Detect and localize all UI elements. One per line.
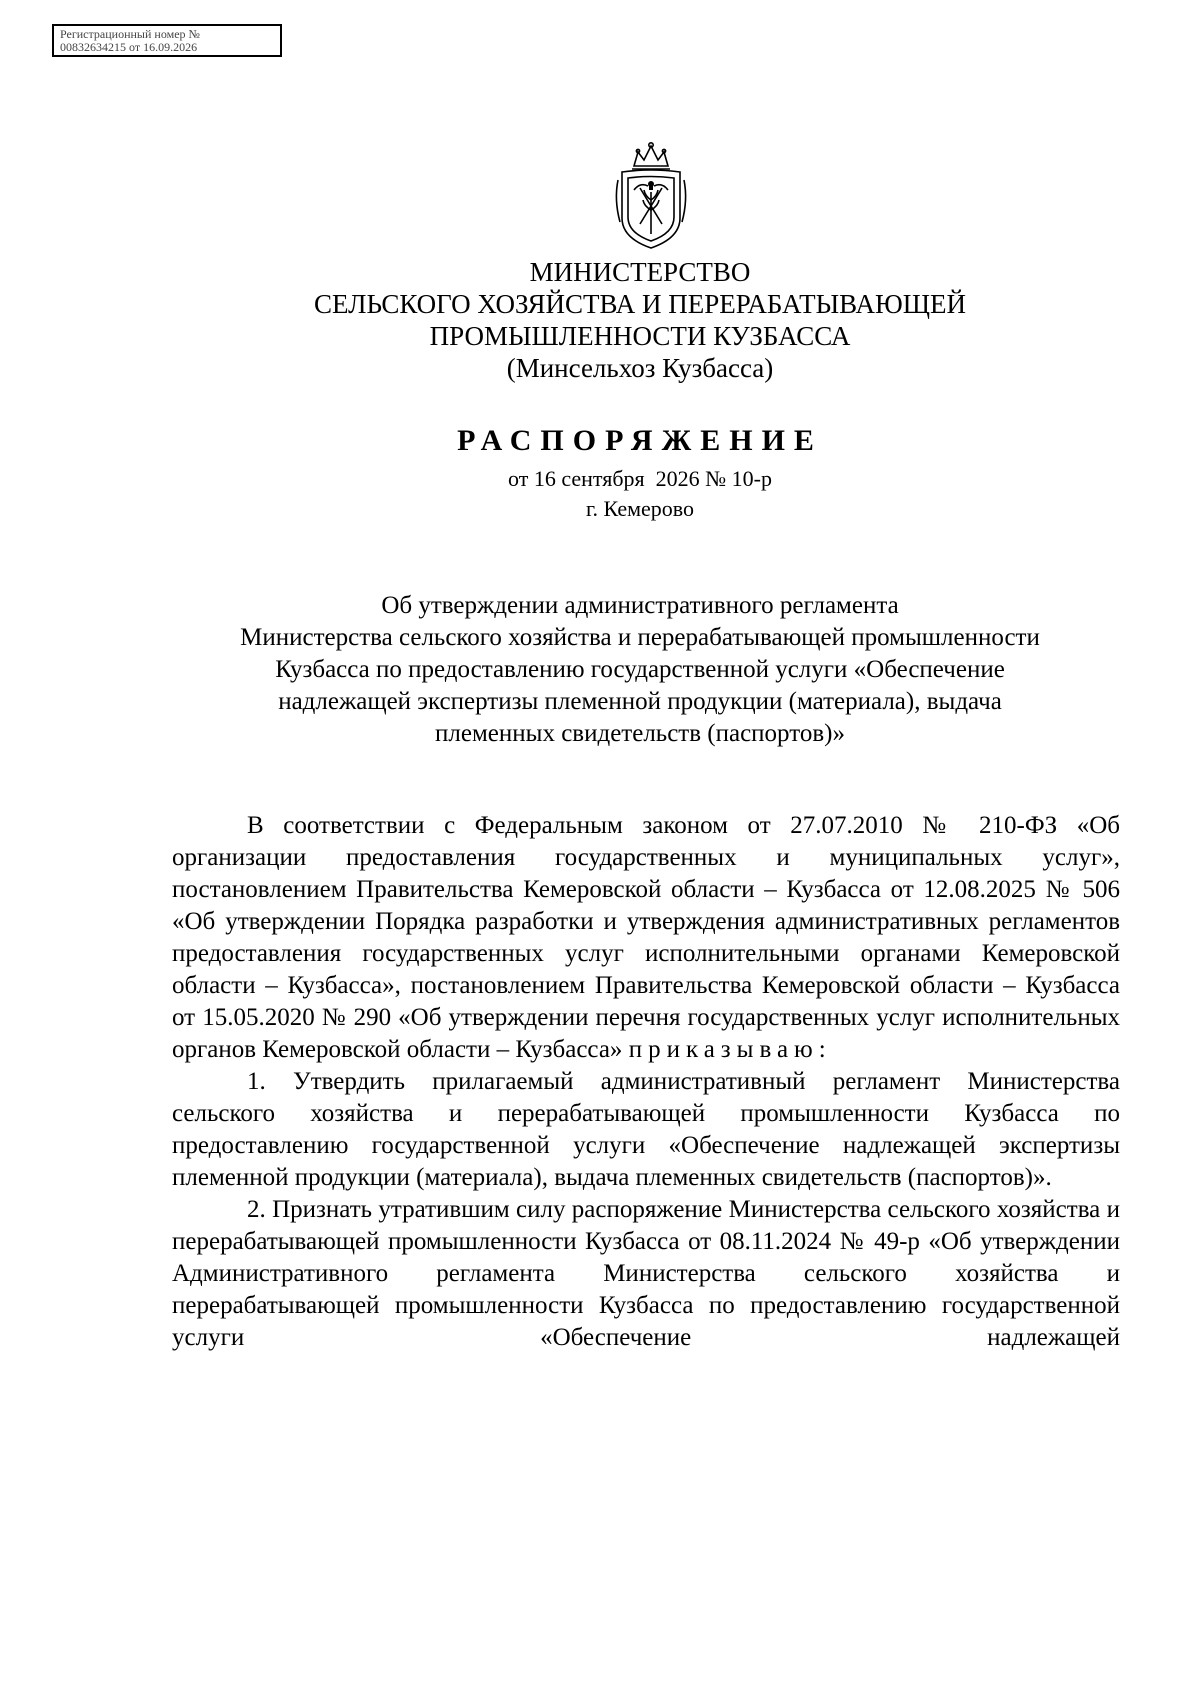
decree-body: [172, 810, 1120, 1354]
registration-line-2: 00832634215 от 16.09.2026: [60, 40, 198, 54]
decree-title: РАСПОРЯЖЕНИЕ: [457, 424, 823, 457]
ministry-line-3: ПРОМЫШЛЕННОСТИ КУЗБАССА: [429, 321, 851, 351]
registration-line-1: Регистрационный номер №: [60, 27, 200, 41]
subject-line-1: Об утверждении административного регламента: [381, 592, 899, 619]
item-1-paragraph: 1. Утвердить прилагаемый административный регламент Министерства сельского хозяйства и перерабатывающей промышленности Кузбасса по предоставлению государственной услуги «Обеспечение надлежащей экспертизы племенной продукции (материала), выдача племенных свидетельств (паспортов)».: [172, 1068, 1120, 1191]
subject-line-3: Кузбасса по предоставлению государственной услуги «Обеспечение: [275, 656, 1005, 683]
ministry-header: [140, 256, 1140, 384]
order-word: приказываю:: [628, 1036, 832, 1063]
ministry-short-name: (Минсельхоз Кузбасса): [506, 353, 774, 383]
ministry-line-1: МИНИСТЕРСТВО: [529, 257, 751, 287]
decree-meta: [140, 464, 1140, 524]
subject-line-5: племенных свидетельств (паспортов)»: [435, 720, 845, 747]
decree-subject: [140, 590, 1140, 750]
item-2-paragraph: 2. Признать утратившим силу распоряжение Министерства сельского хозяйства и перерабатывающей промышленности Кузбасса от 08.11.2024 № 49-р «Об утверждении Административного регламента Министерства сельского хозяйства и перерабатывающей промышленности Кузбасса по предоставлению государственной услуги «Обеспечение надлежащей: [172, 1196, 1120, 1351]
decree-date-number: от 16 сентября 2026 № 10-р: [508, 466, 772, 491]
preamble-text: В соответствии с Федеральным законом от 27.07.2010 № 210-ФЗ «Об организации предоставления государственных и муниципальных услуг», постановлением Правительства Кемеровской области – Кузбасса от 12.08.2025 № 506 «Об утверждении Порядка разработки и утверждения административных регламентов предоставления государственных услуг исполнительными органами Кемеровской области – Кузбасса», постановлением Правительства Кемеровской области – Кузбасса от 15.05.2020 № 290 «Об утверждении перечня государственных услуг исполнительных органов Кемеровской области – Кузбасса»: [172, 812, 1120, 1063]
registration-stamp: [52, 24, 282, 57]
preamble-paragraph: [172, 810, 1120, 1066]
subject-line-4: надлежащей экспертизы племенной продукции (материала), выдача: [278, 688, 1002, 715]
subject-line-2: Министерства сельского хозяйства и перерабатывающей промышленности: [240, 624, 1040, 651]
kuzbass-coat-of-arms-icon: [612, 140, 690, 252]
ministry-line-2: СЕЛЬСКОГО ХОЗЯЙСТВА И ПЕРЕРАБАТЫВАЮЩЕЙ: [314, 289, 966, 319]
decree-city: г. Кемерово: [585, 496, 695, 521]
